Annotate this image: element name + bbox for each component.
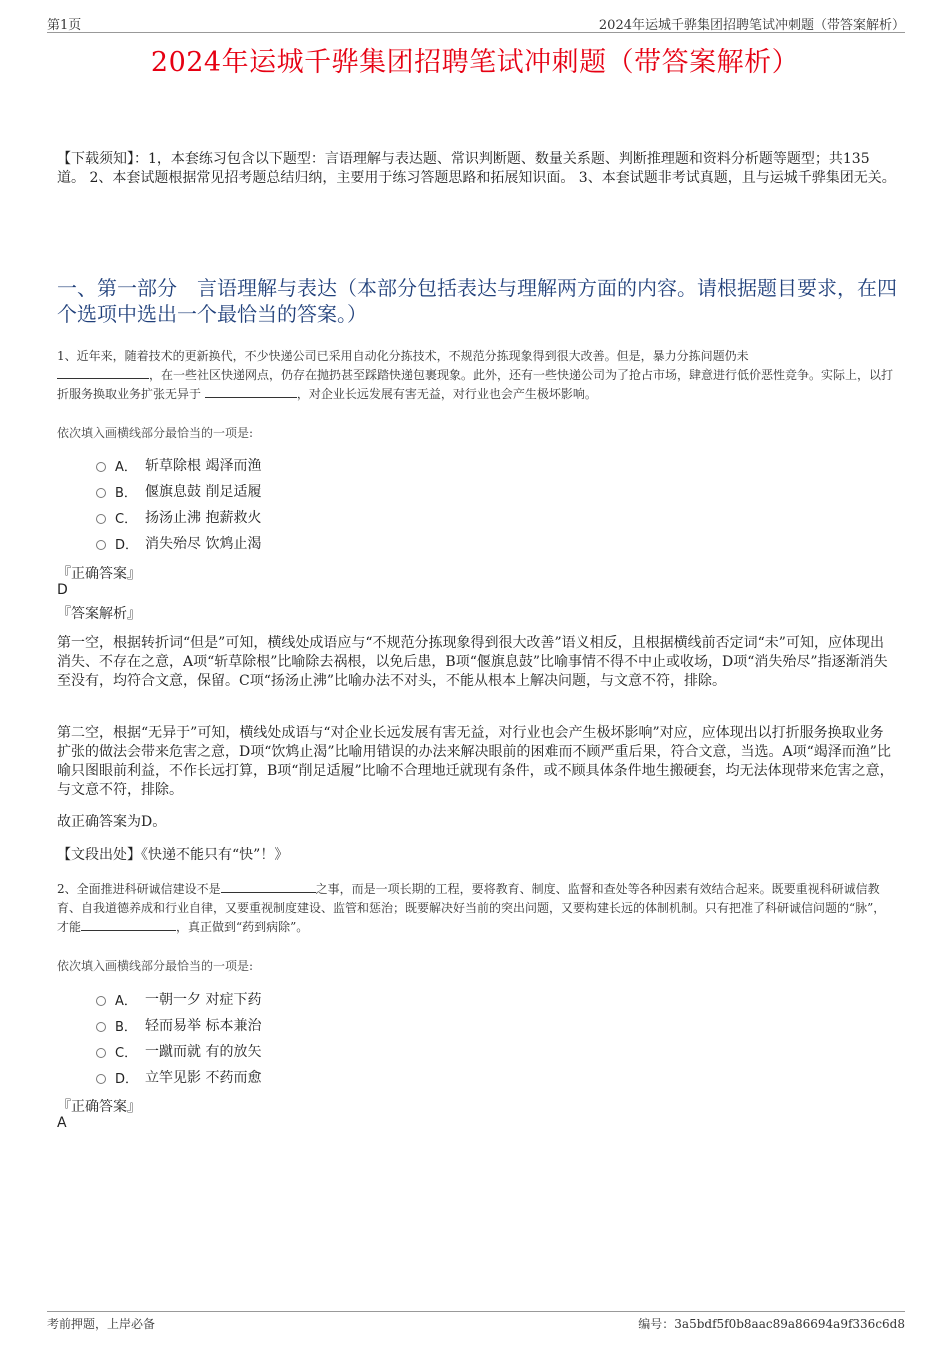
fill-blank-2: [81, 918, 176, 931]
q1-option-d[interactable]: [96, 530, 261, 556]
fill-blank-1: [57, 366, 149, 379]
question-2-text-part-b: 之事，而是一项长期的工程，要将教育、制度、监督和查处等各种因素有效结合起来。既要重视科研诚信教育、自我道德养成和行业自律，又要重视制度建设、监管和惩治；既要解决好当前的突出问题，又要构建长远的体制机制。只有把准了科研诚信问题的“脉”，才能: [57, 882, 886, 934]
section-heading: 一、第一部分 言语理解与表达（本部分包括表达与理解两方面的内容。请根据题目要求，在四个选项中选出一个最恰当的答案。）: [57, 276, 897, 326]
header-doc-title: 2024年运城千骅集团招聘笔试冲刺题（带答案解析）: [598, 18, 905, 33]
option-letter: D．: [115, 537, 139, 553]
option-letter: B．: [115, 485, 137, 501]
question-1-text-part-a: 1、近年来，随着技术的更新换代，不少快递公司已采用自动化分拣技术，不规范分拣现象得到很大改善。但是，暴力分拣问题仍未: [57, 349, 749, 363]
page-number: 第1页: [47, 18, 82, 33]
option-text: 一朝一夕 对症下药: [145, 992, 262, 1008]
q2-option-a[interactable]: [96, 986, 261, 1012]
fill-blank-2: [205, 385, 297, 398]
question-2-options: [96, 986, 261, 1090]
q2-option-b[interactable]: [96, 1012, 261, 1038]
q2-answer-label: 『正确答案』: [57, 1099, 141, 1115]
option-text: 立竿见影 不药而愈: [145, 1070, 262, 1086]
question-1-text: [57, 347, 895, 404]
page-footer: [47, 1311, 905, 1332]
question-2-text-part-a: 2、全面推进科研诚信建设不是: [57, 882, 221, 896]
footer-serial: 编号：3a5bdf5f0b8aac89a86694a9f336c6d8: [638, 1317, 905, 1331]
radio-icon[interactable]: [96, 1048, 106, 1058]
option-letter: C．: [115, 511, 138, 527]
q1-option-a[interactable]: [96, 452, 261, 478]
document-title: 2024年运城千骅集团招聘笔试冲刺题（带答案解析）: [150, 47, 800, 78]
q1-analysis-paragraph-1: 第一空，根据转折词“但是”可知，横线处成语应与“不规范分拣现象得到很大改善”语义相反，且根据横线前否定词“未”可知，应体现出消失、不存在之意，A项“斩草除根”比喻除去祸根，以免后患，B项“偃旗息鼓”比喻事情不得不中止或收场，D项“消失殆尽”指逐渐消失至没有，均符合文意，保留。C项“扬汤止沸”比喻办法不对头，不能从根本上解决问题，与文意不符，排除。: [57, 635, 888, 689]
q2-option-c[interactable]: [96, 1038, 261, 1064]
q1-conclusion: 故正确答案为D。: [57, 814, 167, 830]
option-letter: A．: [115, 459, 137, 475]
option-letter: D．: [115, 1071, 139, 1087]
option-letter: A．: [115, 993, 137, 1009]
download-notice: 【下载须知】：1，本套练习包含以下题型：言语理解与表达题、常识判断题、数量关系题、判断推理题和资料分析题等题型；共135道。 2、本套试题根据常见招考题总结归纳，主要用于练习答题思路和拓展知识面。 3、本套试题非考试真题，且与运城千骅集团无关。: [57, 151, 896, 186]
q1-analysis-paragraph-2: 第二空，根据“无异于”可知，横线处成语与“对企业长远发展有害无益，对行业也会产生极坏影响”对应，应体现出以打折服务换取业务扩张的做法会带来危害之意，D项“饮鸩止渴”比喻用错误的办法来解决眼前的困难而不顾严重后果，符合文意，当选。A项“竭泽而渔”比喻只图眼前利益，不作长远打算，B项“削足适履”比喻不合理地迁就现有条件，或不顾具体条件地生搬硬套，均无法体现带来危害之意，与文意不符，排除。: [57, 725, 894, 798]
question-2-prompt: 依次填入画横线部分最恰当的一项是:: [57, 959, 254, 973]
q1-option-c[interactable]: [96, 504, 261, 530]
q1-answer-label: 『正确答案』: [57, 566, 141, 582]
radio-icon[interactable]: [96, 1074, 106, 1084]
q2-option-d[interactable]: [96, 1064, 261, 1090]
option-text: 偃旗息鼓 削足适履: [145, 484, 262, 500]
option-text: 消失殆尽 饮鸩止渴: [145, 536, 262, 552]
q1-analysis-label: 『答案解析』: [57, 606, 141, 622]
radio-icon[interactable]: [96, 996, 106, 1006]
q1-source: 【文段出处】《快递不能只有“快”！》: [57, 847, 289, 863]
q1-option-b[interactable]: [96, 478, 261, 504]
page-header: [47, 14, 905, 33]
question-1-text-part-b: ，在一些社区快递网点，仍存在抛扔甚至踩踏快递包裹现象。此外，还有一些快递公司为了抢占市场，肆意进行低价恶性竞争。实际上，以打折服务换取业务扩张无异于: [57, 368, 894, 401]
radio-icon[interactable]: [96, 462, 106, 472]
q2-answer-value: A: [57, 1115, 67, 1131]
radio-icon[interactable]: [96, 488, 106, 498]
question-1-options: [96, 452, 261, 556]
question-1-text-part-c: ，对企业长远发展有害无益，对行业也会产生极坏影响。: [296, 387, 597, 401]
option-text: 扬汤止沸 抱薪救火: [145, 510, 262, 526]
option-letter: C．: [115, 1045, 138, 1061]
radio-icon[interactable]: [96, 1022, 106, 1032]
option-letter: B．: [115, 1019, 137, 1035]
question-1-prompt: 依次填入画横线部分最恰当的一项是:: [57, 426, 254, 440]
option-text: 轻而易举 标本兼治: [145, 1018, 262, 1034]
option-text: 斩草除根 竭泽而渔: [145, 458, 262, 474]
question-2-text: [57, 880, 895, 937]
q1-answer-value: D: [57, 582, 68, 598]
option-text: 一蹴而就 有的放矢: [145, 1044, 262, 1060]
radio-icon[interactable]: [96, 514, 106, 524]
fill-blank-1: [221, 880, 316, 893]
question-2-text-part-c: ，真正做到“药到病除”。: [176, 920, 309, 934]
footer-slogan: 考前押题，上岸必备: [47, 1317, 156, 1331]
radio-icon[interactable]: [96, 540, 106, 550]
